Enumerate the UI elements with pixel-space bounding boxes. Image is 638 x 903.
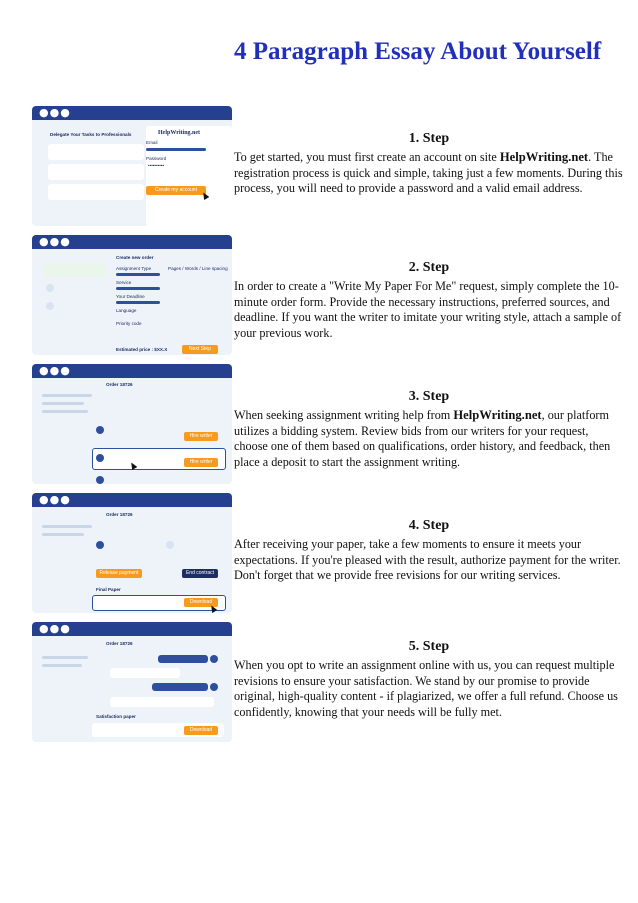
priority-label: Priority code [116, 321, 142, 326]
step-circle-icon [46, 284, 54, 292]
sidebar-item[interactable] [44, 263, 106, 277]
step-text: When you opt to write an assignment online with us, you can request multiple revisions to ensure your satisfaction. We stand by our promise to provide original, high-quality content - if plagiarized, we offer a full refund. Choose us confidently, knowing that your needs will be fully met. [234, 658, 618, 719]
download-button[interactable]: Download [184, 726, 218, 735]
service-label: Service [116, 280, 132, 285]
screenshot-payment [32, 493, 232, 613]
release-payment-button[interactable]: Release payment [96, 569, 142, 578]
step-heading: 4. Step [408, 518, 450, 533]
step-1 [234, 130, 624, 197]
step-heading: 3. Step [408, 389, 450, 404]
screen-heading: Create new order [116, 255, 154, 260]
sidebar-line [42, 410, 88, 413]
step-text: In order to create a "Write My Paper For Me" request, simply complete the 10-minute order form. Provide the necessary instructions, preferred sources, and deadline. If you want the writer to imitate your writing style, attach a sample of your previous work. [234, 279, 622, 340]
brand-name: HelpWriting.net [499, 150, 589, 164]
page-title: 4 Paragraph Essay About Yourself [234, 38, 602, 65]
step-3 [234, 388, 624, 470]
logo: HelpWriting.net [158, 130, 201, 136]
writer-avatar [166, 541, 174, 549]
card [48, 144, 144, 160]
estimated-price: Estimated price : $XX.X [116, 347, 168, 352]
sidebar-line [42, 402, 84, 405]
user-avatar [210, 655, 218, 663]
order-number: Order 18726 [106, 512, 133, 517]
language-label: Language [116, 308, 137, 313]
window-dots-icon: ●●● [39, 493, 71, 506]
window-dots-icon: ●●● [39, 364, 71, 377]
assignment-type-label: Assignment Type [116, 266, 152, 271]
sidebar-line [42, 394, 92, 397]
sidebar-line [42, 533, 84, 536]
create-account-button[interactable]: Create my account [146, 186, 206, 195]
assignment-type-field[interactable] [116, 273, 160, 276]
step-circle-icon [46, 302, 54, 310]
end-contract-button[interactable]: End contract [182, 569, 218, 578]
screenshot-order-form [32, 235, 232, 355]
sidebar-line [42, 525, 92, 528]
order-number: Order 18726 [106, 641, 133, 646]
form-card [146, 126, 232, 226]
step-heading: 5. Step [408, 639, 450, 654]
pages-label: Pages / Words / Line spacing [168, 266, 228, 271]
password-field[interactable]: •••••••••• [148, 163, 165, 168]
chat-bubble [158, 655, 208, 663]
step-4 [234, 517, 624, 584]
window-bar [32, 622, 232, 636]
window-dots-icon: ●●● [39, 106, 71, 119]
sidebar-line [42, 656, 88, 659]
step-heading: 2. Step [408, 260, 450, 275]
screen-heading: Delegate Your Tasks to Professionals [50, 132, 132, 137]
order-number: Order 18726 [106, 382, 133, 387]
password-label: Password [146, 156, 167, 161]
message-input[interactable] [110, 697, 214, 707]
window-bar [32, 364, 232, 378]
window-dots-icon: ●●● [39, 235, 71, 248]
step-5 [234, 638, 624, 720]
hire-writer-button[interactable]: Hire writer [184, 432, 218, 441]
step-text: When seeking assignment writing help from HelpWriting.net, our platform utilizes a bidding system. Review bids from our writers for your request, choose one of them based on qualifications, order history, and feedback, then place a deposit to start the assignment writing. [234, 408, 611, 469]
card [48, 184, 144, 200]
screenshot-registration [32, 106, 232, 226]
deadline-field[interactable] [116, 301, 160, 304]
email-label: Email [146, 140, 158, 145]
hire-writer-button[interactable]: Hire writer [184, 458, 218, 467]
window-dots-icon: ●●● [39, 622, 71, 635]
next-step-button[interactable]: Next Step [182, 345, 218, 354]
step-text: To get started, you must first create an account on site HelpWriting.net. The registration process is quick and simple, taking just a few moments. During this process, you will need to provide a password and a valid email address. [234, 150, 623, 196]
email-field[interactable] [146, 148, 206, 151]
window-bar [32, 106, 232, 120]
download-button[interactable]: Download [184, 598, 218, 607]
window-bar [32, 493, 232, 507]
writer-avatar [96, 476, 104, 484]
writer-avatar [96, 541, 104, 549]
screenshot-bids [32, 364, 232, 484]
writer-avatar [96, 426, 104, 434]
card [48, 164, 144, 180]
sidebar-line [42, 664, 82, 667]
brand-name: HelpWriting.net [453, 408, 542, 422]
step-heading: 1. Step [408, 131, 450, 146]
satisfaction-paper-label: Satisfaction paper [96, 714, 136, 719]
final-paper-label: Final Paper [96, 587, 121, 592]
window-bar [32, 235, 232, 249]
step-text: After receiving your paper, take a few moments to ensure it meets your expectations. If you're pleased with the result, authorize payment for the writer. Don't forget that we provide free revisions for our writing services. [234, 537, 621, 583]
writer-avatar [96, 454, 104, 462]
service-field[interactable] [116, 287, 160, 290]
chat-bubble [152, 683, 208, 691]
user-avatar [210, 683, 218, 691]
deadline-label: Your Deadline [116, 294, 145, 299]
screenshot-revisions [32, 622, 232, 742]
chat-bubble [110, 668, 180, 678]
step-2 [234, 259, 624, 341]
